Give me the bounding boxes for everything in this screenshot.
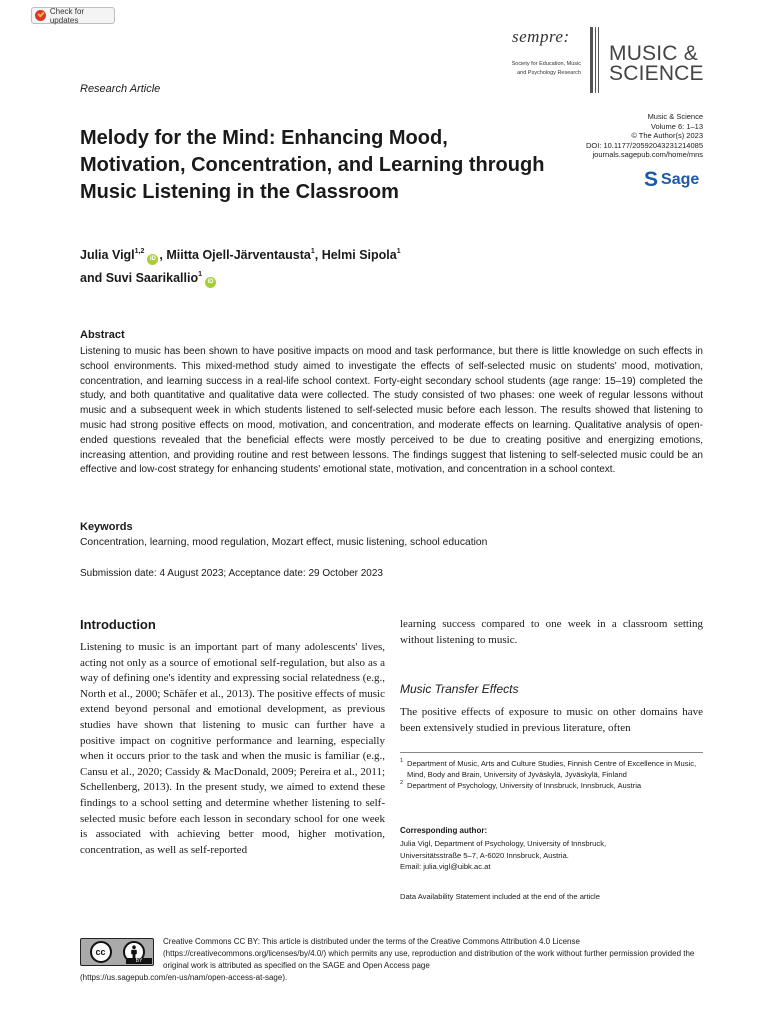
corresponding-author [400, 838, 703, 873]
author-affiliation: 1 [396, 248, 401, 255]
sempre-logo: sempre: [512, 27, 570, 46]
sempre-subtitle [506, 60, 581, 78]
article-type: Research Article [80, 83, 161, 95]
affiliation-number: 1 [400, 758, 404, 764]
introduction-heading: Introduction [80, 617, 156, 632]
article-title: Melody for the Mind: Enhancing Mood, Motivation, Concentration, and Learning through Music Listening in the Classroom [80, 127, 545, 203]
subsection-heading: Music Transfer Effects [400, 682, 519, 696]
affiliation-text: Department of Psychology, University of Innsbruck, Innsbruck, Austria [407, 781, 642, 791]
author-affiliation: 1 [198, 271, 203, 278]
abstract-text: Listening to music has been shown to have positive impacts on mood and task performance, but there is little knowledge on such effects in school environments. This mixed-method study aimed to investigate the effects of self-selected music on students' mood, motivation, concentration, and learning success in a real-life school context. Forty-eight secondary school students (age range: 15–19) completed the study, and both quantitative and qualitative data were collected. The study consisted of two phases: one week of regular lessons without music and a subsequent week in which students listened to self-selected music before each lesson. The results showed that listening to music had strong positive effects on mood, motivation, and concentration, and moderate effects on learning. Qualitative analysis of open-ended questions revealed that the beneficial effects were mostly perceived to be due to creating positive and energizing emotions, increasing attention, and providing routine and rest between lessons. The findings suggest that listening to self-selected music could be an effective and low-cost strategy for enhancing students' emotional state, motivation, and concentration in a school context. [80, 346, 703, 476]
sempre-subtitle-line: Society for Education, Music [511, 61, 581, 67]
affiliation-number: 2 [400, 780, 404, 787]
license-text: Creative Commons CC BY: This article is distributed under the terms of the Creative Commons Attribution 4.0 License (https://creativecommons.org/licenses/by/4.0/) which permits any use, reproduction and distribution of the work without further permission provided the original work is attributed as specified on the SAGE and Open Access page [163, 937, 695, 970]
affiliations [400, 758, 703, 792]
cc-by-badge[interactable] [80, 938, 154, 966]
journal-logo [609, 44, 704, 84]
orcid-icon[interactable]: iD [205, 277, 216, 288]
author-affiliation: 1 [310, 248, 315, 255]
sage-logo [644, 168, 699, 192]
corresponding-line: Julia Vigl, Department of Psychology, University of Innsbruck, [400, 839, 607, 848]
meta-doi[interactable]: DOI: 10.1177/20592043231214085 [585, 140, 703, 150]
abstract-heading: Abstract [80, 329, 125, 341]
author-name: and Suvi Saarikallio [80, 271, 199, 285]
subsection-text: The positive effects of exposure to music on other domains have been extensively studied in previous literature, often [400, 706, 703, 734]
journal-name-line: MUSIC & [609, 42, 698, 65]
header-divider [590, 27, 600, 93]
sage-wordmark: Sage [661, 171, 700, 188]
author-name: Helmi Sipola [321, 248, 397, 262]
author-separator: , [159, 248, 167, 262]
author-list [80, 242, 560, 288]
journal-meta [560, 112, 703, 160]
meta-volume: Volume 6: 1–13 [650, 121, 703, 131]
journal-name-line: SCIENCE [609, 62, 704, 85]
meta-copyright: © The Author(s) 2023 [631, 131, 703, 140]
affiliation-text: Department of Music, Arts and Culture Studies, Finnish Centre of Excellence in Music, Mind, Body and Brain, University of Jyväskylä, Jyväskylä, Finland [407, 759, 697, 780]
orcid-icon[interactable]: iD [147, 254, 158, 265]
check-for-updates-button[interactable] [31, 7, 115, 24]
by-label: BY [126, 958, 152, 964]
sempre-subtitle-line: and Psychology Research [517, 70, 581, 76]
license-link[interactable]: (https://us.sagepub.com/en-us/nam/open-access-at-sage). [80, 973, 288, 982]
author-separator: , [314, 248, 322, 262]
author-name: Miitta Ojell-Järventausta [166, 248, 311, 262]
corresponding-author-heading: Corresponding author: [400, 826, 488, 835]
update-icon [35, 10, 46, 21]
corresponding-email[interactable]: Email: julia.vigl@uibk.ac.at [400, 862, 491, 872]
sage-s-icon: S [644, 168, 659, 191]
affiliation-item [400, 758, 703, 780]
footnote-divider [400, 752, 703, 753]
corresponding-line: Universitätsstraße 5–7, A-6020 Innsbruck, Austria. [400, 850, 569, 860]
data-availability: Data Availability Statement included at the end of the article [400, 892, 600, 901]
keywords-heading: Keywords [80, 521, 133, 533]
introduction-text: Listening to music is an important part of many adolescents' lives, acting not only as a source of emotional self-regulation, but also as a way of defining one's identity and expressing social relatedness (e.g., North et al., 2000; Schäfer et al., 2013). The positive effects of music extend beyond personal and emotional development, as previous studies have shown that listening to music can further have a positive impact on cognitive performance and learning, especially when it occurs prior to the task and when the music is familiar (e.g., Cansu et al., 2020; Cassidy & MacDonald, 2009; Pereira et al., 2011; Schellenberg, 2013). In the present study, we aimed to extend these findings to a school setting and determine whether listening to self-selected music before each lesson in secondary school for one week is associated with achieving better mood, higher motivation, concentration, as well as self-reported [80, 641, 385, 856]
meta-url[interactable]: journals.sagepub.com/home/mns [592, 150, 703, 159]
keywords-text: Concentration, learning, mood regulation, Mozart effect, music listening, school education [80, 537, 488, 548]
check-for-updates-label: Check for updates [49, 6, 85, 25]
submission-dates: Submission date: 4 August 2023; Acceptance date: 29 October 2023 [80, 568, 383, 579]
author-affiliation: 1,2 [134, 248, 145, 255]
cc-icon: cc [90, 941, 112, 963]
meta-journal: Music & Science [647, 112, 703, 121]
column2-text: learning success compared to one week in a classroom setting without listening to music. [400, 618, 703, 646]
affiliation-item [400, 780, 703, 791]
author-name: Julia Vigl [80, 248, 135, 262]
